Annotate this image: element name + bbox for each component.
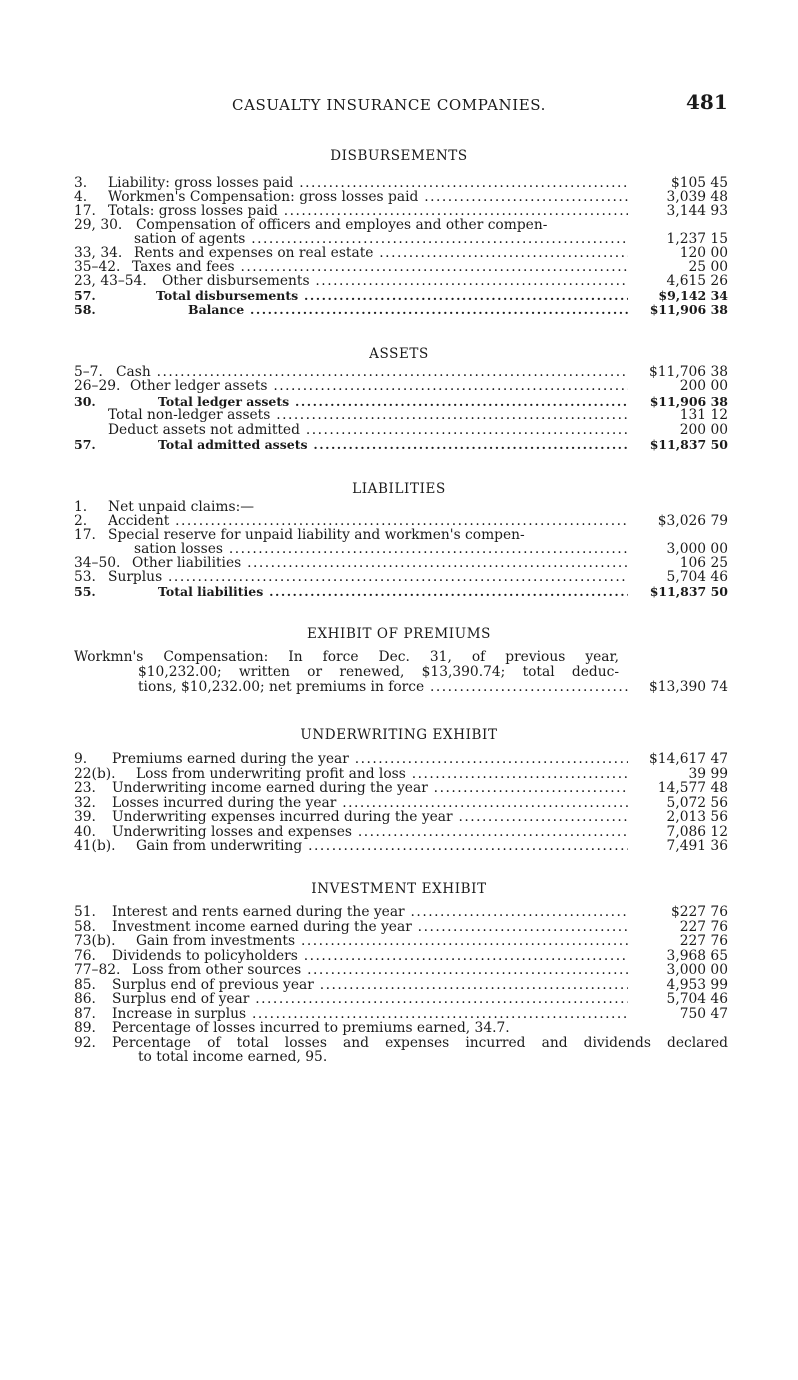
row-label: to total income earned, 95.: [138, 1050, 328, 1065]
row-label: Percentage of total losses and expenses incurred and dividends declared: [112, 1036, 728, 1051]
row-label: Total liabilities .....: [158, 584, 628, 599]
liabilities-row: [74, 542, 728, 557]
row-amount: 3,000 00: [666, 962, 728, 978]
row-amount: 131 12: [679, 407, 728, 423]
liabilities-row: [74, 570, 728, 585]
row-label: Accident .....: [108, 514, 628, 529]
row-amount: $227 76: [670, 904, 728, 920]
row-label: Deduct assets not admitted .....: [108, 423, 628, 438]
row-number: 34–50.: [74, 555, 121, 571]
row-number: 2.: [74, 513, 88, 529]
row-number: 39.: [74, 809, 96, 825]
row-number: 40.: [74, 824, 96, 840]
row-label: Total disbursements .....: [156, 288, 628, 303]
row-number: 23.: [74, 780, 96, 796]
row-amount: 5,704 46: [666, 991, 728, 1007]
underwriting-row: [74, 810, 728, 825]
row-label: Interest and rents earned during the year .....: [112, 905, 628, 920]
row-number: 89.: [74, 1020, 96, 1036]
disbursement-row: [74, 232, 728, 247]
row-number: 32.: [74, 795, 96, 811]
row-amount: 120 00: [679, 245, 728, 261]
assets-row: [74, 365, 728, 380]
investment-row: [74, 1036, 728, 1051]
row-amount: 200 00: [679, 378, 728, 394]
row-amount: $13,390 74: [649, 679, 728, 695]
investment-row: [74, 1007, 728, 1022]
row-amount: 200 00: [679, 422, 728, 438]
disbursement-row: [74, 190, 728, 205]
row-label: Losses incurred during the year .....: [112, 796, 628, 811]
row-number: 4.: [74, 189, 88, 205]
row-label: Total ledger assets .....: [158, 394, 628, 409]
row-amount: 14,577 48: [657, 780, 728, 796]
disbursement-row: [74, 260, 728, 275]
row-label: Surplus end of year .....: [112, 992, 628, 1007]
liabilities-row: [74, 514, 728, 529]
row-amount: 2,013 56: [666, 809, 728, 825]
row-label: Cash .....: [116, 365, 628, 380]
row-amount: 3,968 65: [666, 948, 728, 964]
assets-row: [74, 379, 728, 394]
row-label: Compensation of officers and employes and other compen-: [136, 218, 548, 233]
disbursement-row: [74, 246, 728, 261]
row-number: 1.: [74, 499, 88, 515]
premiums-heading: EXHIBIT OF PREMIUMS: [307, 626, 491, 642]
row-amount: 227 76: [679, 933, 728, 949]
investment-row: [74, 992, 728, 1007]
row-label: Surplus .....: [108, 570, 628, 585]
row-label: Workmen's Compensation: gross losses paid .....: [108, 190, 628, 205]
row-amount: 4,615 26: [666, 273, 728, 289]
row-number: 23, 43–54.: [74, 273, 147, 289]
row-amount: 39 99: [688, 766, 728, 782]
row-number: 85.: [74, 977, 96, 993]
row-label: Premiums earned during the year .....: [112, 752, 628, 767]
investment-row: [74, 920, 728, 935]
row-label: Underwriting income earned during the year .....: [112, 781, 628, 796]
row-label: Total non-ledger assets .....: [108, 408, 628, 423]
row-number: 53.: [74, 569, 96, 585]
page-number: 481: [686, 90, 728, 114]
row-label: Investment income earned during the year .....: [112, 920, 628, 935]
row-number: 5–7.: [74, 364, 103, 380]
row-amount: 5,704 46: [666, 569, 728, 585]
assets-total-row: [74, 437, 728, 452]
row-number: 35–42.: [74, 259, 121, 275]
liabilities-row: [74, 556, 728, 571]
assets-row: [74, 423, 728, 438]
row-label: Gain from underwriting .....: [136, 839, 628, 854]
row-label: Percentage of losses incurred to premiums earned, 34.7.: [112, 1021, 510, 1036]
row-label: Loss from underwriting profit and loss .....: [136, 767, 628, 782]
row-label: Underwriting losses and expenses .....: [112, 825, 628, 840]
row-label: Rents and expenses on real estate .....: [134, 246, 628, 261]
row-label: Net unpaid claims:—: [108, 500, 255, 515]
row-amount: 106 25: [679, 555, 728, 571]
investment-row: [74, 949, 728, 964]
row-number: 55.: [74, 584, 96, 599]
row-amount: $11,837 50: [649, 437, 728, 452]
row-number: 76.: [74, 948, 96, 964]
row-number: 3.: [74, 175, 88, 191]
underwriting-row: [74, 767, 728, 782]
row-amount: 750 47: [679, 1006, 728, 1022]
investment-row: [74, 905, 728, 920]
premiums-total-row: [74, 680, 728, 695]
row-amount: $9,142 34: [658, 288, 728, 303]
row-number: 22(b).: [74, 766, 116, 782]
liabilities-row: [74, 500, 728, 515]
investment-row: [74, 1021, 728, 1036]
row-amount: 227 76: [679, 919, 728, 935]
row-amount: $11,906 38: [649, 302, 728, 317]
underwriting-row: [74, 825, 728, 840]
row-amount: 5,072 56: [666, 795, 728, 811]
row-amount: 7,491 36: [666, 838, 728, 854]
row-label: Taxes and fees .....: [132, 260, 628, 275]
row-number: 41(b).: [74, 838, 116, 854]
row-label: Totals: gross losses paid .....: [108, 204, 628, 219]
row-amount: $3,026 79: [657, 513, 728, 529]
underwriting-row: [74, 839, 728, 854]
row-number: 58.: [74, 302, 96, 317]
investment-row: [74, 1050, 728, 1065]
row-number: 17.: [74, 527, 96, 543]
liabilities-row: [74, 528, 728, 543]
assets-total-row: [74, 394, 728, 409]
row-label: Other ledger assets .....: [130, 379, 628, 394]
row-number: 57.: [74, 437, 96, 452]
row-label: Increase in surplus .....: [112, 1007, 628, 1022]
row-label: Underwriting expenses incurred during the year .....: [112, 810, 628, 825]
underwriting-row: [74, 752, 728, 767]
row-label: Loss from other sources .....: [132, 963, 628, 978]
row-label: Surplus end of previous year .....: [112, 978, 628, 993]
row-number: 86.: [74, 991, 96, 1007]
disbursement-total-row: [74, 288, 728, 303]
row-amount: 3,039 48: [666, 189, 728, 205]
row-amount: $11,706 38: [649, 364, 728, 380]
running-title: CASUALTY INSURANCE COMPANIES.: [232, 96, 547, 114]
assets-heading: ASSETS: [369, 346, 429, 362]
disbursement-row: [74, 176, 728, 191]
disbursements-heading: DISBURSEMENTS: [330, 148, 468, 164]
row-amount: 25 00: [688, 259, 728, 275]
investment-row: [74, 934, 728, 949]
investment-heading: INVESTMENT EXHIBIT: [311, 881, 487, 897]
row-number: 9.: [74, 751, 88, 767]
row-number: 87.: [74, 1006, 96, 1022]
row-amount: 1,237 15: [666, 231, 728, 247]
disbursement-row: [74, 274, 728, 289]
disbursement-row: [74, 218, 728, 233]
row-label: Total admitted assets .....: [158, 437, 628, 452]
row-label: Other disbursements .....: [162, 274, 628, 289]
premiums-text-line: Workmn's Compensation: In force Dec. 31, of previous year,: [74, 649, 619, 665]
row-amount: $14,617 47: [649, 751, 728, 767]
row-number: 92.: [74, 1035, 96, 1051]
row-label: sation of agents .....: [134, 232, 628, 247]
investment-row: [74, 963, 728, 978]
row-label: Special reserve for unpaid liability and workmen's compen-: [108, 528, 525, 543]
row-amount: 7,086 12: [666, 824, 728, 840]
assets-row: [74, 408, 728, 423]
row-amount: 3,144 93: [666, 203, 728, 219]
row-amount: $11,906 38: [649, 394, 728, 409]
row-label: Dividends to policyholders .....: [112, 949, 628, 964]
premiums-text-line: $10,232.00; written or renewed, $13,390.74; total deduc-: [138, 664, 619, 680]
row-number: 58.: [74, 919, 96, 935]
row-number: 73(b).: [74, 933, 116, 949]
row-amount: 3,000 00: [666, 541, 728, 557]
underwriting-row: [74, 796, 728, 811]
row-number: 30.: [74, 394, 96, 409]
row-label: sation losses .....: [134, 542, 628, 557]
row-label: Balance .....: [188, 302, 628, 317]
investment-row: [74, 978, 728, 993]
underwriting-heading: UNDERWRITING EXHIBIT: [300, 727, 498, 743]
row-amount: $11,837 50: [649, 584, 728, 599]
row-number: 29, 30.: [74, 217, 123, 233]
row-number: 33, 34.: [74, 245, 123, 261]
row-label: tions, $10,232.00; net premiums in force .....: [138, 680, 628, 695]
row-label: Other liabilities .....: [132, 556, 628, 571]
row-number: 77–82.: [74, 962, 121, 978]
row-number: 26–29.: [74, 378, 121, 394]
row-number: 17.: [74, 203, 96, 219]
row-amount: 4,953 99: [666, 977, 728, 993]
row-label: Gain from investments .....: [136, 934, 628, 949]
row-amount: $105 45: [670, 175, 728, 191]
row-number: 57.: [74, 288, 96, 303]
liabilities-total-row: [74, 584, 728, 599]
disbursement-row: [74, 204, 728, 219]
balance-row: [74, 302, 728, 317]
underwriting-row: [74, 781, 728, 796]
row-number: 51.: [74, 904, 96, 920]
liabilities-heading: LIABILITIES: [352, 481, 446, 497]
row-label: Liability: gross losses paid .....: [108, 176, 628, 191]
